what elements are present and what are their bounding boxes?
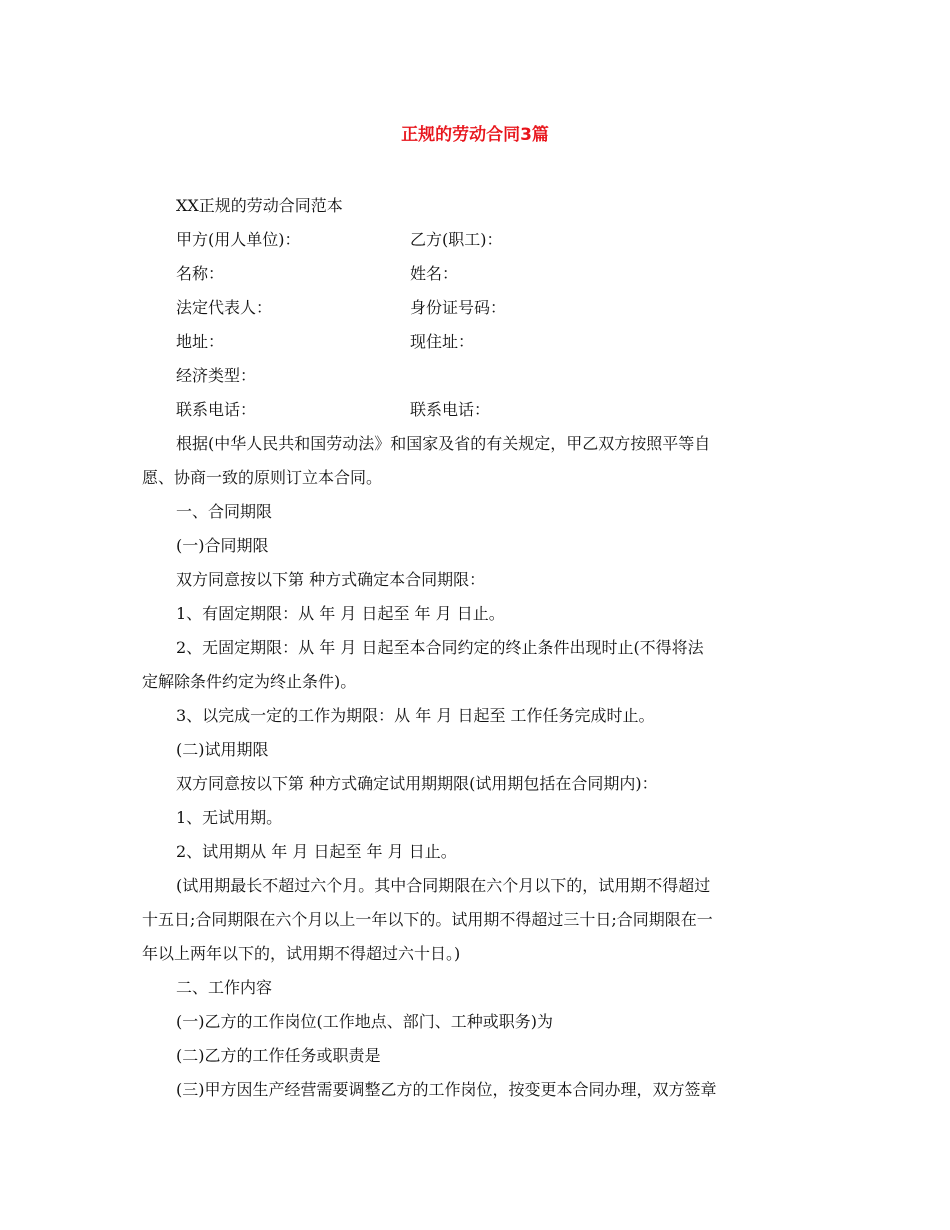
probation-note-line: (试用期最长不超过六个月。其中合同期限在六个月以下的，试用期不得超过: [176, 876, 711, 895]
subsection-heading: (一)合同期限: [176, 536, 269, 555]
current-address-label: 现住址：: [410, 332, 475, 351]
legal-representative-label: 法定代表人：: [176, 298, 273, 317]
term-unfixed-line: 2、无固定期限：从 年 月 日起至本合同约定的终止条件出现时止(不得将法: [176, 638, 704, 657]
name-label: 名称：: [176, 264, 225, 283]
economy-type-label: 经济类型：: [176, 366, 257, 385]
intro-paragraph-line: 愿、协商一致的原则订立本合同。: [142, 468, 383, 487]
probation-note-line: 年以上两年以下的，试用期不得超过六十日。): [142, 944, 461, 963]
probation-choice-line: 双方同意按以下第 种方式确定试用期期限(试用期包括在合同期内)：: [176, 774, 658, 793]
subsection-heading: (二)试用期限: [176, 740, 269, 759]
address-label: 地址：: [176, 332, 225, 351]
job-adjust-line: (三)甲方因生产经营需要调整乙方的工作岗位，按变更本合同办理，双方签章: [176, 1080, 717, 1099]
term-fixed-line: 1、有固定期限：从 年 月 日起至 年 月 日止。: [176, 604, 505, 623]
party-a-label: 甲方(用人单位)：: [176, 230, 301, 249]
intro-paragraph-line: 根据(中华人民共和国劳动法》和国家及省的有关规定，甲乙双方按照平等自: [176, 434, 711, 453]
document-title: 正规的劳动合同3篇: [401, 125, 549, 145]
term-choice-line: 双方同意按以下第 种方式确定本合同期限：: [176, 570, 486, 589]
probation-note-line: 十五日;合同期限在六个月以上一年以下的。试用期不得超过三十日;合同期限在一: [142, 910, 713, 929]
term-task-line: 3、以完成一定的工作为期限：从 年 月 日起至 工作任务完成时止。: [176, 706, 655, 725]
section-heading: 一、合同期限: [176, 502, 273, 521]
id-number-label: 身份证号码：: [410, 298, 507, 317]
phone-b-label: 联系电话：: [410, 400, 491, 419]
section-heading: 二、工作内容: [176, 978, 273, 997]
probation-period-line: 2、试用期从 年 月 日起至 年 月 日止。: [176, 842, 457, 861]
job-position-line: (一)乙方的工作岗位(工作地点、部门、工种或职务)为: [176, 1012, 553, 1031]
worker-name-label: 姓名：: [410, 264, 459, 283]
probation-none-line: 1、无试用期。: [176, 808, 283, 827]
term-unfixed-line: 定解除条件约定为终止条件)。: [142, 672, 357, 691]
job-duties-line: (二)乙方的工作任务或职责是: [176, 1046, 381, 1065]
phone-a-label: 联系电话：: [176, 400, 257, 419]
contract-heading: XX正规的劳动合同范本: [176, 196, 343, 215]
party-b-label: 乙方(职工)：: [410, 230, 503, 249]
